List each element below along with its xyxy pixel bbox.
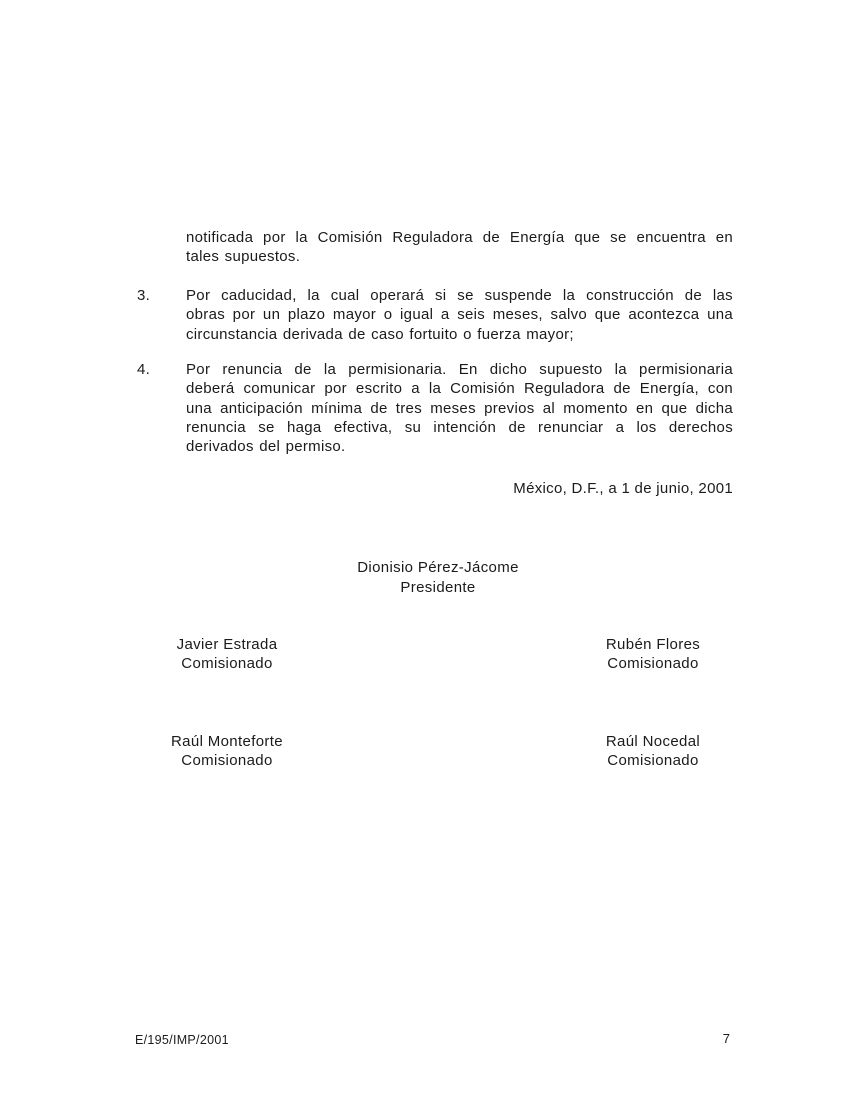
paragraph-continuation: notificada por la Comisión Reguladora de Energía que se encuentra en tales supuestos.	[186, 229, 733, 266]
signatory-title: Comisionado	[607, 655, 699, 672]
signature-raul-monteforte	[117, 732, 337, 770]
signatory-name: Rubén Flores	[605, 636, 701, 653]
footer-document-ref: E/195/IMP/2001	[135, 1033, 229, 1047]
signature-ruben-flores	[543, 635, 763, 673]
item-number: 4.	[137, 361, 151, 378]
numbered-item-4	[137, 360, 733, 456]
numbered-item-3	[137, 286, 733, 344]
dateline: México, D.F., a 1 de junio, 2001	[513, 480, 733, 497]
footer-page-number: 7	[722, 1031, 730, 1046]
signatory-name: Javier Estrada	[176, 636, 278, 653]
signatory-name: Raúl Monteforte	[171, 733, 283, 750]
signatory-title: Comisionado	[181, 655, 273, 672]
signatory-name: Dionisio Pérez-Jácome	[357, 559, 519, 576]
signature-javier-estrada	[117, 635, 337, 673]
item-text: Por renuncia de la permisionaria. En dicho supuesto la permisionaria deberá comunicar por escrito a la Comisión Reguladora de Energía, con una anticipación mínima de tres meses previos al momento en que dicha renuncia se haga efectiva, su intención de renunciar a los derechos derivados del permiso.	[186, 361, 733, 456]
signatory-name: Raúl Nocedal	[605, 733, 701, 750]
signature-president	[288, 558, 588, 598]
item-number: 3.	[137, 287, 151, 304]
item-text: Por caducidad, la cual operará si se suspende la construcción de las obras por un plazo mayor o igual a seis meses, salvo que acontezca una circunstancia derivada de caso fortuito o fuerza mayor;	[186, 287, 733, 343]
signatory-title: Comisionado	[181, 752, 273, 769]
signature-raul-nocedal	[543, 732, 763, 770]
signatory-title: Presidente	[400, 579, 476, 596]
signatory-title: Comisionado	[607, 752, 699, 769]
